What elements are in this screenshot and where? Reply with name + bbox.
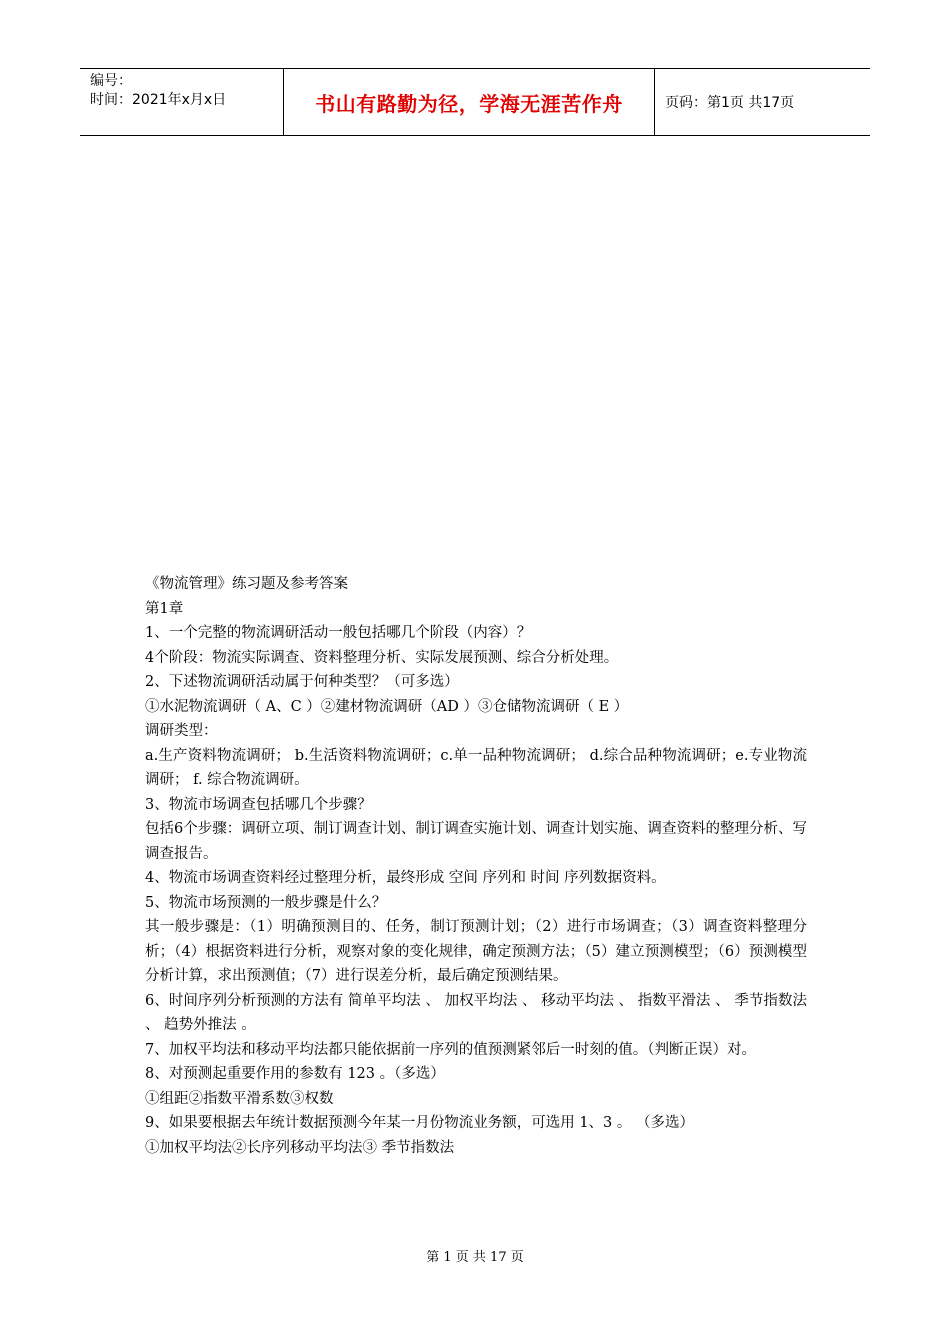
page-header — [80, 68, 870, 136]
answer-5: 其一般步骤是：（1）明确预测目的、任务，制订预测计划；（2）进行市场调查；（3）调查资料整理分析；（4）根据资料进行分析，观察对象的变化规律，确定预测方法；（5）建立预测模型；（6）预测模型分析计算，求出预测值；（7）进行误差分析，最后确定预测结果。 — [145, 919, 807, 984]
motto-text: 书山有路勤为径，学海无涯苦作舟 — [315, 91, 623, 116]
question-8-options: ①组距②指数平滑系数③权数 — [145, 1090, 334, 1107]
research-types-list: a.生产资料物流调研； b.生活资料物流调研；c.单一品种物流调研； d.综合品种物流调研；e.专业物流调研； f. 综合物流调研。 — [145, 747, 807, 788]
question-5: 5、物流市场预测的一般步骤是什么？ — [145, 894, 387, 911]
header-info — [80, 69, 283, 135]
research-types-label: 调研类型： — [145, 723, 218, 739]
serial-label: 编号： — [90, 73, 132, 89]
page-footer: 第 1 页 共 17 页 — [426, 1250, 524, 1265]
header-page-info: 页码：第1页 共17页 — [665, 95, 795, 111]
question-8: 8、对预测起重要作用的参数有 123 。（多选） — [145, 1066, 445, 1082]
question-4: 4、物流市场调查资料经过整理分析，最终形成 空间 序列和 时间 序列数据资料。 — [145, 870, 666, 886]
answer-1: 4个阶段：物流实际调查、资料整理分析、实际发展预测、综合分析处理。 — [145, 649, 619, 666]
question-1: 1、一个完整的物流调研活动一般包括哪几个阶段（内容）？ — [145, 625, 532, 641]
question-7: 7、加权平均法和移动平均法都只能依据前一序列的值预测紧邻后一时刻的值。（判断正误）对。 — [145, 1041, 756, 1058]
question-9-options: ①加权平均法②长序列移动平均法③ 季节指数法 — [145, 1139, 455, 1156]
doc-title: 《物流管理》练习题及参考答案 — [145, 576, 348, 592]
question-3: 3、物流市场调查包括哪几个步骤？ — [145, 796, 372, 813]
question-9: 9、如果要根据去年统计数据预测今年某一月份物流业务额，可选用 1、3 。 （多选） — [145, 1115, 695, 1131]
chapter-heading: 第1章 — [145, 600, 184, 617]
question-6: 6、时间序列分析预测的方法有 简单平均法 、 加权平均法 、 移动平均法 、 指数平滑法 、 季节指数法 、 趋势外推法 。 — [145, 992, 807, 1033]
answer-3: 包括6个步骤：调研立项、制订调查计划、制订调查实施计划、调查计划实施、调查资料的整理分析、写调查报告。 — [145, 821, 807, 862]
header-motto-cell — [283, 69, 655, 135]
question-2: 2、下述物流调研活动属于何种类型？（可多选） — [145, 674, 459, 690]
time-label: 时间：2021年x月x日 — [90, 92, 227, 108]
document-body — [145, 572, 807, 1160]
question-2-options: ①水泥物流调研（ A、C ）②建材物流调研（AD ）③仓储物流调研（ E ） — [145, 698, 629, 715]
